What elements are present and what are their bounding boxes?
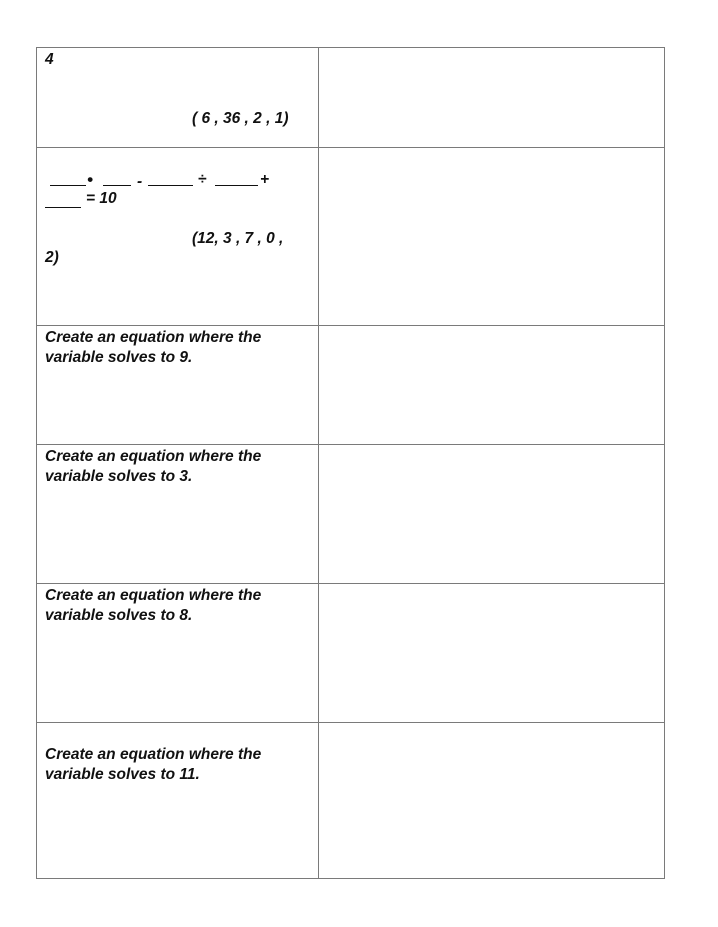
minus-operator: -	[137, 173, 143, 190]
answer-cell[interactable]	[319, 584, 665, 722]
number-set: (12, 3 , 7 , 0 ,	[192, 230, 284, 247]
answer-cell[interactable]	[319, 445, 665, 583]
equation-prompt: Create an equation where the variable solves to 11.	[45, 746, 262, 783]
worksheet-table	[36, 47, 665, 879]
number-set-end: 2)	[45, 249, 59, 266]
equation-result: = 10	[86, 190, 117, 207]
equation-prompt: Create an equation where the variable solves to 8.	[45, 587, 262, 624]
answer-cell[interactable]	[319, 148, 665, 325]
answer-blank[interactable]	[148, 184, 193, 186]
problem-number: 4	[45, 51, 54, 68]
answer-cell[interactable]	[319, 723, 665, 878]
plus-operator: +	[260, 171, 270, 188]
multiply-dot: •	[87, 170, 93, 189]
divide-operator: ÷	[198, 171, 207, 188]
answer-cell[interactable]	[319, 326, 665, 444]
answer-cell[interactable]	[319, 48, 665, 147]
answer-blank[interactable]	[50, 184, 86, 186]
answer-blank[interactable]	[215, 184, 258, 186]
answer-blank[interactable]	[103, 184, 131, 186]
number-set: ( 6 , 36 , 2 , 1)	[192, 110, 289, 127]
answer-blank[interactable]	[45, 206, 81, 208]
equation-prompt: Create an equation where the variable solves to 9.	[45, 329, 262, 366]
equation-prompt: Create an equation where the variable solves to 3.	[45, 448, 262, 485]
